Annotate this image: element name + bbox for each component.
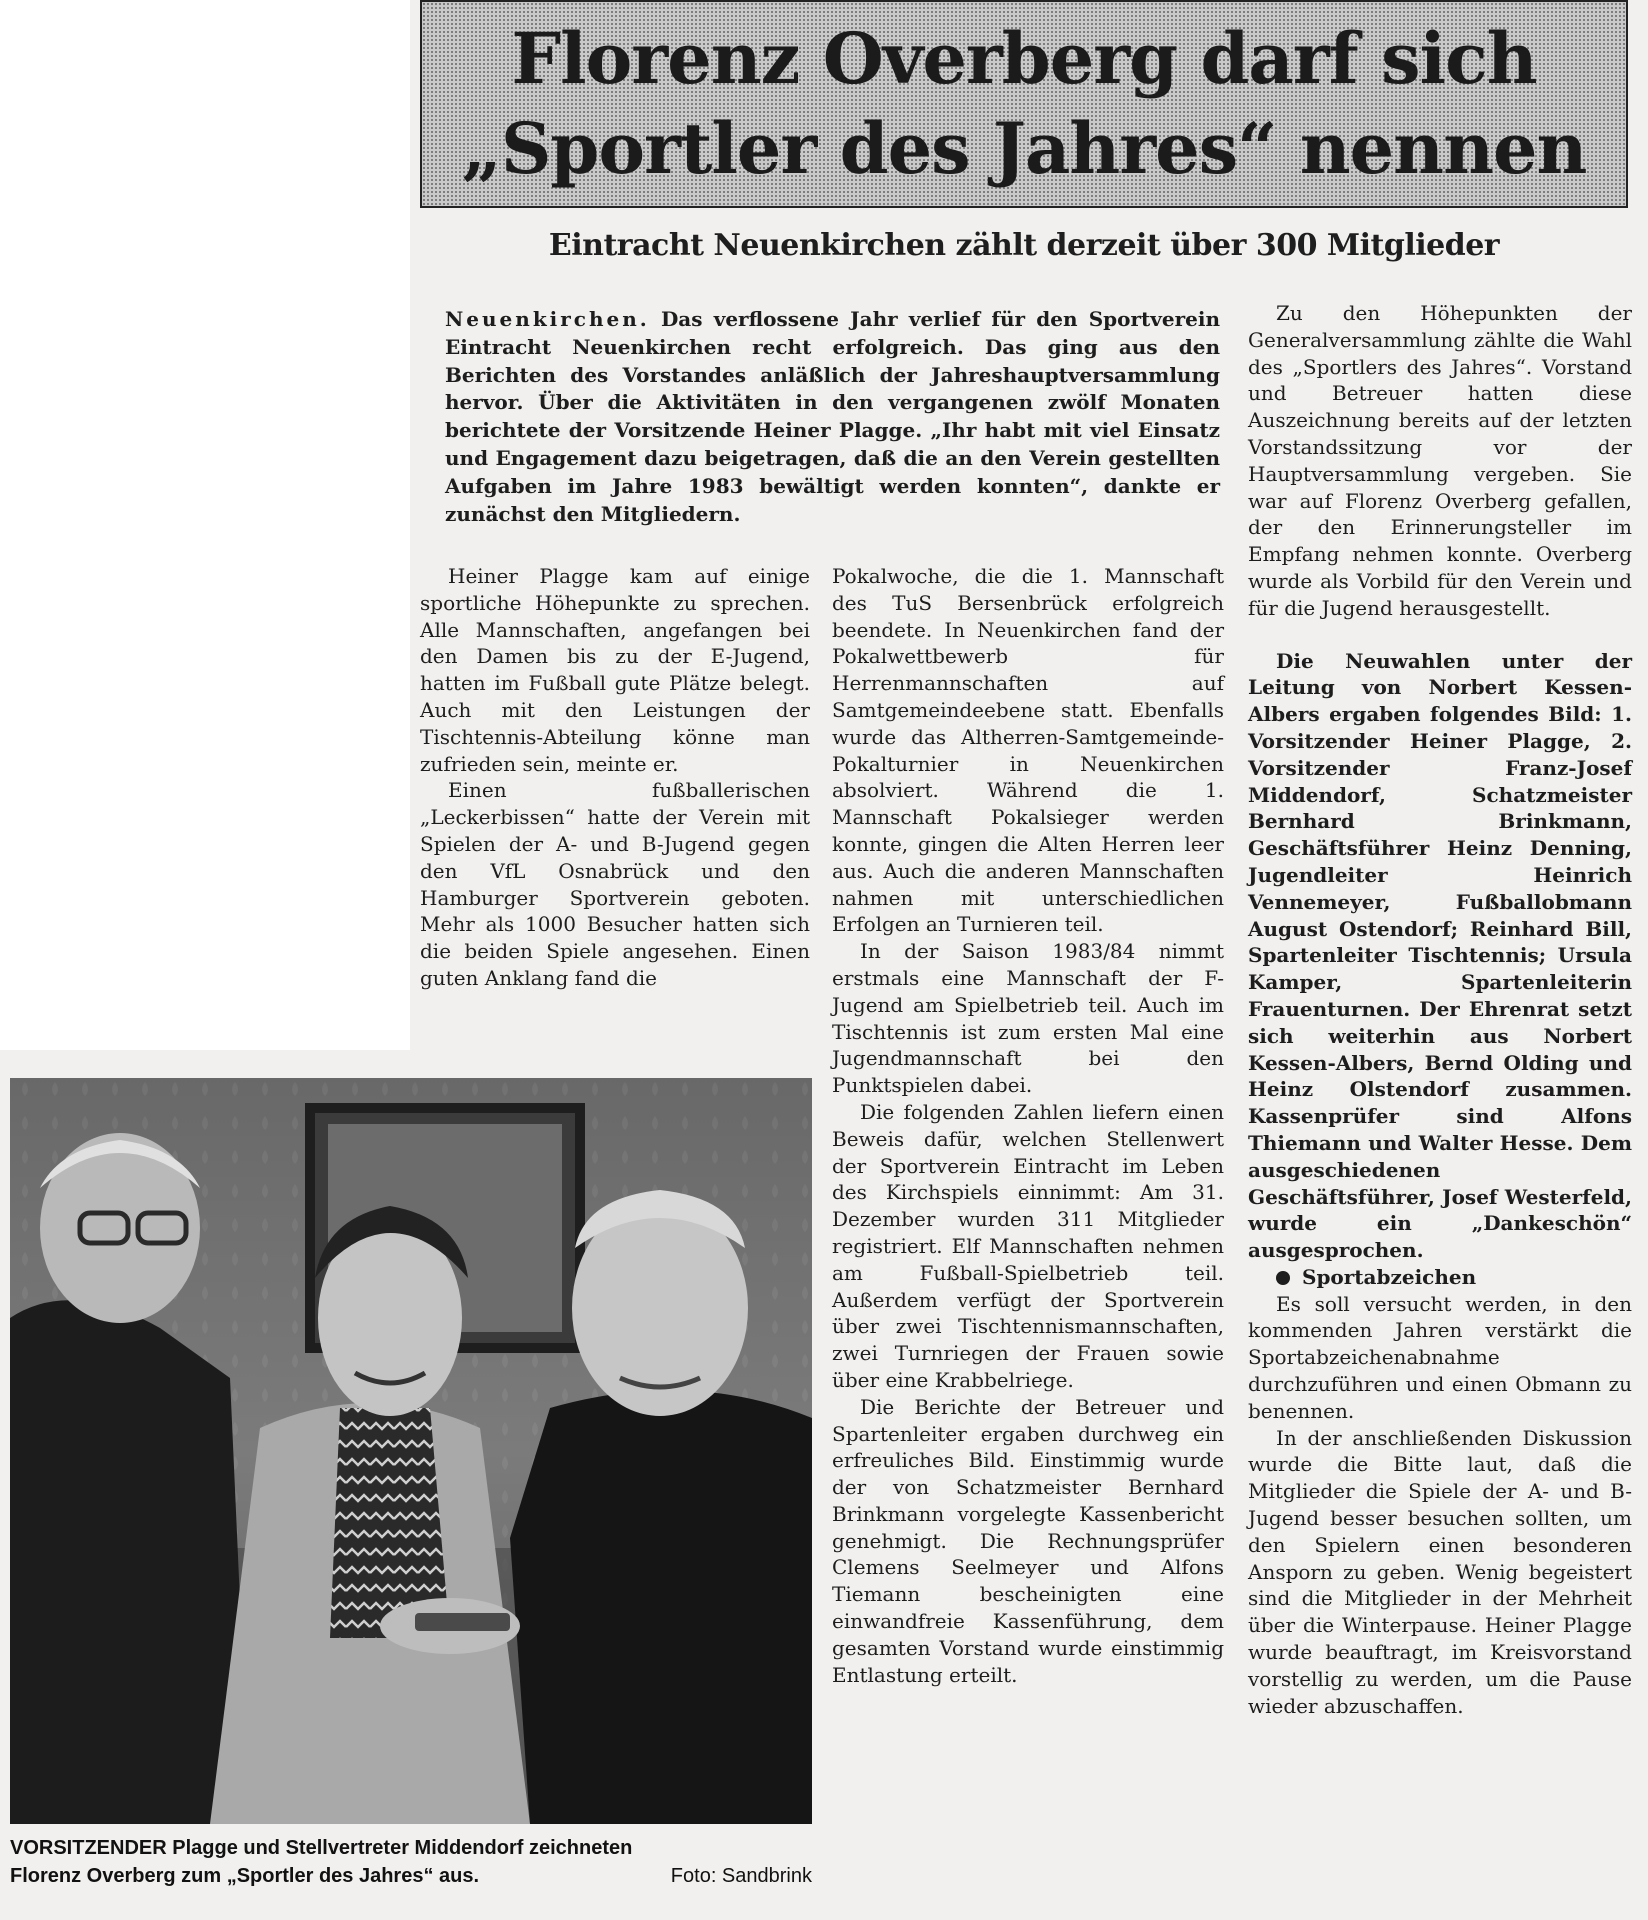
article-column-1 bbox=[420, 563, 810, 992]
section-heading-text: Sportabzeichen bbox=[1302, 1264, 1477, 1289]
headline-line-2: „Sportler des Jahres“ nennen bbox=[461, 107, 1587, 190]
column2-paragraph-4: Die Berichte der Betreuer und Spartenleiter ergaben durchweg ein erfreuliches Bild. Einstimmig wurde der von Schatzmeister Bernhard Brinkmann vorgelegte Kassenbericht genehmigt. Die Rechnungsprüfer Clemens Seelmeyer und Alfons Tiemann bescheinigten eine einwandfreie Kassenführung, dem gesamten Vorstand wurde einstimmig Entlastung erteilt. bbox=[832, 1394, 1224, 1687]
column1-paragraph-1: Heiner Plagge kam auf einige sportliche Höhepunkte zu sprechen. Alle Mannschaften, angefangen bei den Damen bis zu der E-Jugend, hatten im Fußball gute Plätze belegt. Auch mit den Leistungen der Tischtennis-Abteilung könne man zufrieden sein, meinte er. bbox=[420, 564, 810, 776]
section-heading-sportabzeichen bbox=[1248, 1264, 1632, 1291]
bullet-icon bbox=[1276, 1271, 1290, 1285]
caption-line-2: Florenz Overberg zum „Sportler des Jahres“ aus. bbox=[10, 1865, 480, 1887]
column3-paragraph-2: Die Neuwahlen unter der Leitung von Norbert Kessen-Albers ergaben folgendes Bild: 1. Vorsitzender Heiner Plagge, 2. Vorsitzender Franz-Josef Middendorf, Schatzmeister Bernhard Brinkmann, Geschäftsführer Heinz Denning, Jugendleiter Heinrich Vennemeyer, Fußballobmann August Ostendorf; Reinhard Bill, Spartenleiter Tischtennis; Ursula Kamper, Spartenleiterin Frauenturnen. Der Ehrenrat setzt sich weiterhin aus Norbert Kessen-Albers, Bernd Olding und Heinz Olstendorf zusammen. Kassenprüfer sind Alfons Thiemann und Walter Hesse. Dem ausgeschiedenen Geschäftsführer, Josef Westerfeld, wurde ein „Dankeschön“ ausgesprochen. bbox=[1248, 648, 1632, 1263]
photo-credit: Foto: Sandbrink bbox=[670, 1865, 812, 1887]
column3-paragraph-1: Zu den Höhepunkten der Generalversammlung zählte die Wahl des „Sportlers des Jahres“. Vorstand und Betreuer hatten diese Auszeichnung bereits auf der letzten Vorstandssitzung vor der Hauptversammlung vergeben. Sie war auf Florenz Overberg gefallen, der den Erinnerungsteller im Empfang nehmen konnte. Overberg wurde als Vorbild für den Verein und für die Jugend herausgestellt. bbox=[1248, 301, 1632, 620]
article-column-3 bbox=[1248, 300, 1632, 1719]
press-photo bbox=[10, 1078, 812, 1824]
column2-paragraph-3: Die folgenden Zahlen liefern einen Beweis dafür, welchen Stellenwert der Sportverein Eintracht im Leben des Kirchspiels einnimmt: Am 31. Dezember wurden 311 Mitglieder registriert. Elf Mannschaften nehmen am Fußball-Spielbetrieb teil. Außerdem verfügt der Sportverein über zwei Tischtennismannschaften, zwei Turnriegen der Frauen sowie über eine Krabbelriege. bbox=[832, 1099, 1224, 1392]
column2-paragraph-1: Pokalwoche, die die 1. Mannschaft des TuS Bersenbrück erfolgreich beendete. In Neuenkirchen fand der Pokalwettbewerb für Herrenmannschaften auf Samtgemeindeebene statt. Ebenfalls wurde das Altherren-Samtgemeinde-Pokalturnier in Neuenkirchen absolviert. Während die 1. Mannschaft Pokalsieger werden konnte, gingen die Alten Herren leer aus. Auch die anderen Mannschaften nahmen mit unterschiedlichen Erfolgen an Turnieren teil. bbox=[832, 564, 1224, 937]
photo-handshake bbox=[380, 1598, 520, 1654]
article-column-2 bbox=[832, 563, 1224, 1688]
column1-paragraph-2: Einen fußballerischen „Leckerbissen“ hatte der Verein mit Spielen der A- und B-Jugend gegen den VfL Osnabrück und den Hamburger Sportverein geboten. Mehr als 1000 Besucher hatten sich die beiden Spiele angesehen. Einen guten Anklang fand die bbox=[420, 778, 810, 990]
column3-paragraph-4: In der anschließenden Diskussion wurde die Bitte laut, daß die Mitglieder die Spiele der A- und B-Jugend besser besuchen sollten, um den Spielern einen besonderen Ansporn zu geben. Wenig begeistert sind die Mitglieder in der Mehrheit über die Winterpause. Heiner Plagge wurde beauftragt, im Kreisvorstand vorstellig zu werden, um die Pause wieder abzuschaffen. bbox=[1248, 1425, 1632, 1718]
intro-text: Das verflossene Jahr verlief für den Sportverein Eintracht Neuenkirchen recht erfolgreich. Das ging aus den Berichten des Vorstandes anläßlich der Jahreshauptversammlung hervor. Über die Aktivitäten in den vergangenen zwölf Monaten berichtete der Vorsitzende Heiner Plagge. „Ihr habt mit viel Einsatz und Engagement dazu beigetragen, daß die an den Verein gestellten Aufgaben im Jahre 1983 bewältigt werden konnten“, dankte er zunächst den Mitgliedern. bbox=[445, 307, 1220, 526]
headline-box bbox=[420, 0, 1628, 208]
column3-paragraph-3: Es soll versucht werden, in den kommenden Jahren verstärkt die Sportabzeichenabnahme durchzuführen und einen Obmann zu benennen. bbox=[1248, 1291, 1632, 1423]
subheadline: Eintracht Neuenkirchen zählt derzeit über 300 Mitglieder bbox=[548, 228, 1500, 263]
headline-line-1: Florenz Overberg darf sich bbox=[511, 17, 1537, 100]
caption-line-2-wrapper bbox=[10, 1862, 812, 1890]
photo-caption bbox=[10, 1834, 812, 1890]
column2-paragraph-2: In der Saison 1983/84 nimmt erstmals eine Mannschaft der F-Jugend am Spielbetrieb teil. Auch im Tischtennis ist zum ersten Mal eine Jugendmannschaft bei den Punktspielen dabei. bbox=[832, 939, 1224, 1098]
intro-paragraph bbox=[445, 306, 1220, 528]
photo-illustration bbox=[10, 1078, 812, 1824]
dateline: Neuenkirchen. bbox=[445, 307, 650, 331]
caption-line-1: VORSITZENDER Plagge und Stellvertreter Middendorf zeichneten bbox=[10, 1837, 633, 1859]
